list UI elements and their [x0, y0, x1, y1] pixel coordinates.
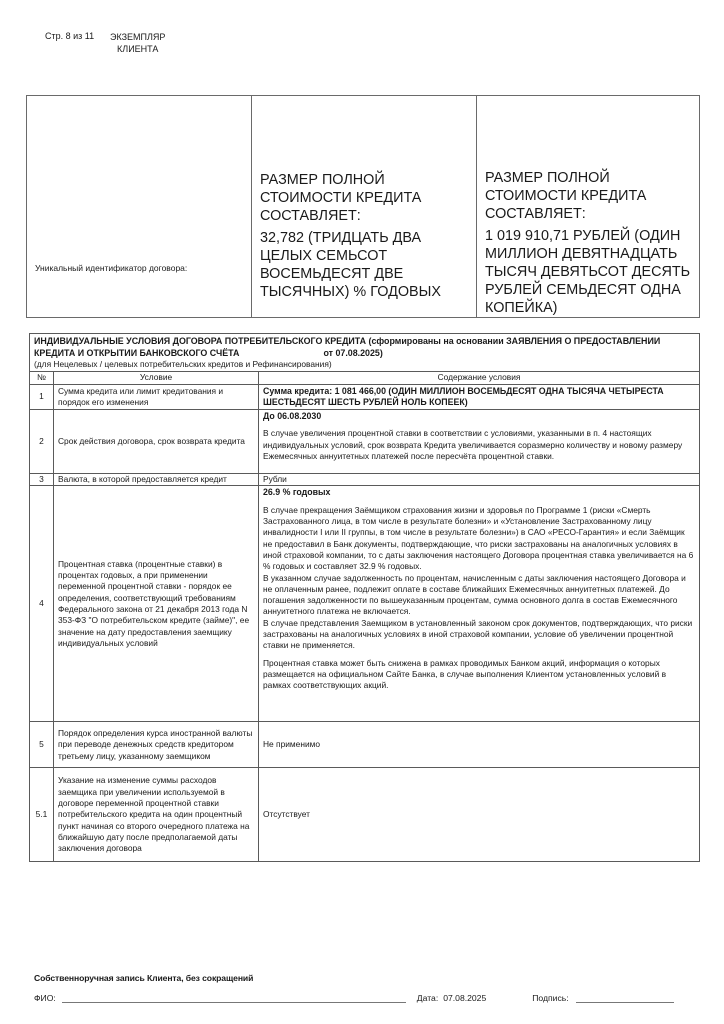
- table-row: [30, 410, 700, 474]
- table-row: [30, 722, 700, 768]
- interest-paragraph-block: [263, 505, 695, 652]
- identifier-cell: [27, 96, 251, 317]
- row-content: [259, 486, 700, 722]
- signature-label: Подпись:: [532, 993, 569, 1003]
- psk-amount-title: РАЗМЕР ПОЛНОЙ СТОИМОСТИ КРЕДИТА СОСТАВЛЯЕТ:: [485, 170, 647, 222]
- signature-field[interactable]: [576, 993, 674, 1003]
- interest-paragraph: В случае представления Заемщиком в установленный законом срок документов, подтверждающих, что риски застрахованы на аналогичных условиях в иной страховой компании, условие об увеличении процентной ставки не применяется.: [263, 617, 693, 651]
- interest-paragraph: В указанном случае задолженность по процентам, начисленным с даты заключения настоящего Договора и не оплаченным ранее, подлежит оплате в составе ближайших Ежемесячных аннуитетных платежей. До погашения задолженности по вышеуказанным процентам, сумма основного долга в состав Ежемесячного аннуитетного платежа не включается.: [263, 572, 686, 617]
- psk-percent-title: РАЗМЕР ПОЛНОЙ СТОИМОСТИ КРЕДИТА СОСТАВЛЯЕТ:: [260, 172, 422, 224]
- table-row: [30, 474, 700, 486]
- table-title-row: [30, 334, 700, 360]
- interest-paragraph: В случае прекращения Заёмщиком страхования жизни и здоровья по Программе 1 (риски «Смерть Застрахованного лица, в том числе в результате болезни» и «Установление Застрахованному лицу инвалидности I или II группы, в том числе в результате болезни») в САО «РЕСО-Гарантия» и если Заёмщик не предоставил в Банк документы, подтверждающие, что риски застрахованы на аналогичных условиях в иной страховой компании, то с даты заключения настоящего Договора процентная ставка увеличивается на 6 % годовых и составляет 32.9 % годовых.: [263, 504, 694, 572]
- copy-label: [110, 31, 165, 55]
- row-condition: Валюта, в которой предоставляется кредит: [54, 474, 259, 486]
- row-content: Отсутствует: [259, 768, 700, 862]
- psk-amount-cell: [476, 96, 699, 317]
- page-number: Стр. 8 из 11: [45, 31, 95, 41]
- term-date: До 06.08.2030: [263, 411, 322, 422]
- copy-label-line1: ЭКЗЕМПЛЯР: [110, 32, 166, 42]
- row-content: Не применимо: [259, 722, 700, 768]
- copy-label-line2: КЛИЕНТА: [117, 44, 159, 54]
- interest-paragraph-promo: Процентная ставка может быть снижена в рамках проводимых Банком акций, информация о которых размещается на официальном Сайте Банка, в случае выполнения Клиентом установленных условий в рамках соответствующих акций.: [263, 657, 667, 691]
- individual-conditions-table: [29, 333, 700, 862]
- psk-table: [26, 95, 700, 318]
- date-label: Дата:: [416, 993, 439, 1003]
- row-number: 1: [30, 384, 54, 410]
- column-header-row: [30, 372, 700, 384]
- date-value: 07.08.2025: [443, 993, 487, 1003]
- row-number: 3: [30, 474, 54, 486]
- interest-rate: 26.9 % годовых: [263, 487, 331, 498]
- application-date: от 07.08.2025): [323, 347, 383, 358]
- row-condition: Сумма кредита или лимит кредитования и порядок его изменения: [54, 384, 259, 410]
- row-content: Рубли: [259, 474, 700, 486]
- identifier-label: Уникальный идентификатор договора:: [35, 263, 188, 273]
- psk-percent-value: 32,782 (ТРИДЦАТЬ ДВА ЦЕЛЫХ СЕМЬСОТ ВОСЕМЬДЕСЯТ ДВЕ ТЫСЯЧНЫХ) % ГОДОВЫХ: [260, 230, 441, 300]
- table-subtitle-row: [30, 359, 700, 372]
- row-content: Сумма кредита: 1 081 466,00 (ОДИН МИЛЛИОН ВОСЕМЬДЕСЯТ ОДНА ТЫСЯЧА ЧЕТЫРЕСТА ШЕСТЬДЕСЯТ ШЕСТЬ РУБЛЕЙ НОЛЬ КОПЕЕК): [259, 384, 700, 410]
- row-condition: Процентная ставка (процентные ставки) в процентах годовых, а при применении переменной процентной ставки - порядок ее определения, соответствующий требованиям Федерального закона от 21 декабря 2013 года N 353-ФЗ "О потребительском кредите (займе)", ее значение на дату предоставления заемщику индивидуальных условий: [54, 486, 259, 722]
- column-header-condition: Условие: [54, 372, 259, 384]
- row-content: [259, 410, 700, 474]
- handwritten-note-label: Собственноручная запись Клиента, без сокращений: [34, 973, 254, 983]
- table-row: [30, 384, 700, 410]
- table-subtitle: (для Нецелевых / целевых потребительских кредитов и Рефинансирования): [30, 359, 700, 372]
- row-condition: Срок действия договора, срок возврата кредита: [54, 410, 259, 474]
- row-condition: Указание на изменение суммы расходов заемщика при увеличении используемой в договоре переменной процентной ставки потребительского кредита на один процентный пункт начиная со второго очередного платежа на ближайшую дату после предполагаемой даты заключения договора: [54, 768, 259, 862]
- fio-field[interactable]: [62, 993, 406, 1003]
- signature-row: [34, 993, 674, 1003]
- row-number: 4: [30, 486, 54, 722]
- row-number: 5.1: [30, 768, 54, 862]
- psk-percent-cell: [251, 96, 476, 317]
- table-row: [30, 768, 700, 862]
- psk-amount-value: 1 019 910,71 РУБЛЕЙ (ОДИН МИЛЛИОН ДЕВЯТНАДЦАТЬ ТЫСЯЧ ДЕВЯТЬСОТ ДЕСЯТЬ РУБЛЕЙ СЕМЬДЕСЯТ ОДНА КОПЕЙКА): [485, 228, 691, 316]
- row-number: 5: [30, 722, 54, 768]
- column-header-content: Содержание условия: [259, 372, 700, 384]
- term-paragraph: В случае увеличения процентной ставки в соответствии с условиями, указанными в п. 4 настоящих индивидуальных условий, срок возврата Кредита увеличивается соразмерно количеству и новому размеру Ежемесячных аннуитетных платежей после пересчёта процентной ставки.: [263, 428, 683, 462]
- fio-label: ФИО:: [34, 993, 56, 1003]
- column-header-number: №: [30, 372, 54, 384]
- table-row: [30, 486, 700, 722]
- row-number: 2: [30, 410, 54, 474]
- table-title: ИНДИВИДУАЛЬНЫЕ УСЛОВИЯ ДОГОВОРА ПОТРЕБИТЕЛЬСКОГО КРЕДИТА (сформированы на основании ЗАЯВЛЕНИЯ О ПРЕДОСТАВЛЕНИИ КРЕДИТА И ОТКРЫТИИ БАНКОВСКОГО СЧЁТА от 07.08.2025): [30, 334, 700, 360]
- row-condition: Порядок определения курса иностранной валюты при переводе денежных средств кредитором третьему лицу, указанному заемщиком: [54, 722, 259, 768]
